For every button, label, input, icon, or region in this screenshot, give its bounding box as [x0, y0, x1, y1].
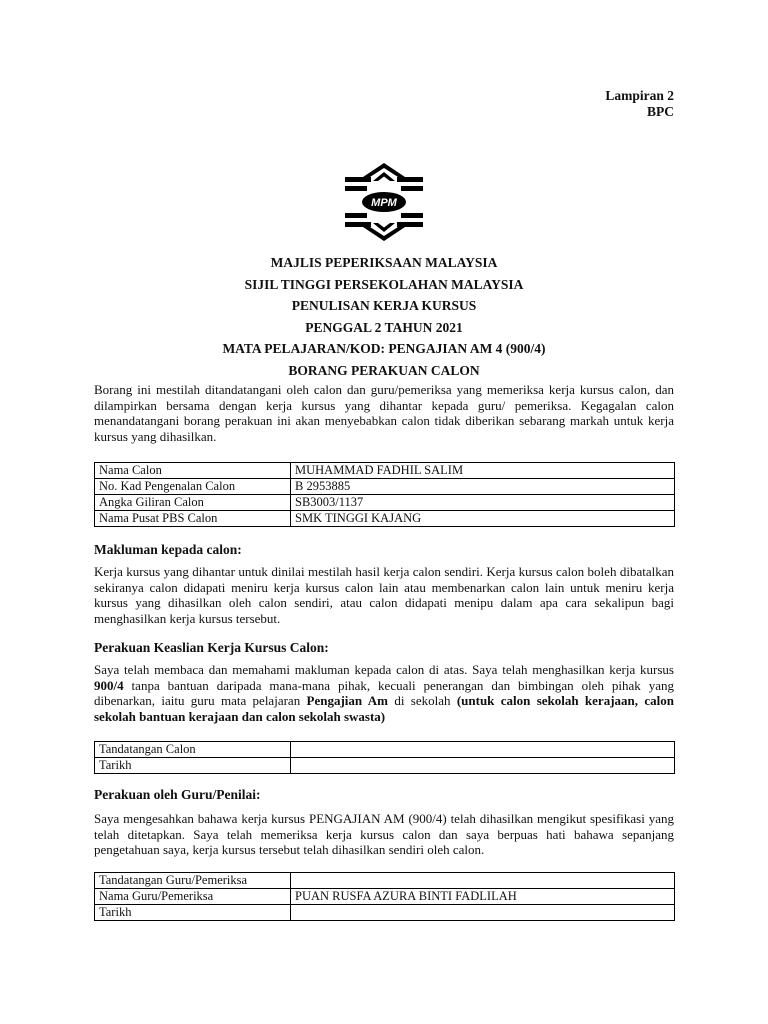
mpm-logo — [343, 163, 425, 241]
cell-label: Tandatangan Guru/Pemeriksa — [95, 873, 291, 889]
table-row — [95, 758, 675, 774]
title-line: PENGGAL 2 TAHUN 2021 — [305, 319, 463, 335]
cell-label: Angka Giliran Calon — [95, 495, 291, 511]
table-row — [95, 495, 675, 511]
title-line: SIJIL TINGGI PERSEKOLAHAN MALAYSIA — [244, 276, 524, 292]
title-line: MATA PELAJARAN/KOD: PENGAJIAN AM 4 (900/4) — [222, 341, 546, 356]
signature-field[interactable] — [291, 873, 675, 889]
makluman-heading: Makluman kepada calon: — [94, 542, 242, 557]
cell-value[interactable]: SMK TINGGI KAJANG — [291, 511, 675, 527]
candidate-info-table — [94, 462, 675, 527]
table-row — [95, 511, 675, 527]
cell-value[interactable]: MUHAMMAD FADHIL SALIM — [291, 463, 675, 479]
document-titles — [0, 252, 768, 381]
title-line: PENULISAN KERJA KURSUS — [291, 298, 477, 313]
teacher-signature-table — [94, 872, 675, 921]
table-row — [95, 889, 675, 905]
table-row — [95, 905, 675, 921]
cell-label: Tandatangan Calon — [95, 742, 291, 758]
table-row — [95, 742, 675, 758]
candidate-signature-table — [94, 741, 675, 774]
cell-value[interactable]: B 2953885 — [291, 479, 675, 495]
table-row — [95, 873, 675, 889]
cell-label: Nama Pusat PBS Calon — [95, 511, 291, 527]
cell-label: Tarikh — [95, 905, 291, 921]
perakuan-calon-paragraph: Saya telah membaca dan memahami makluman kepada calon di atas. Saya telah menghasilkan kerja kursus 900/4 tanpa bantuan daripada mana-mana pihak, kecuali penerangan dan bimbingan oleh pihak yang dibenarkan, iaitu guru mata pelajaran Pengajian Am di sekolah (untuk calon sekolah kerajaan, calon sekolah bantuan kerajaan dan calon sekolah swasta) — [94, 662, 674, 724]
cell-label: Tarikh — [95, 758, 291, 774]
makluman-paragraph: Kerja kursus yang dihantar untuk dinilai mestilah hasil kerja calon sendiri. Kerja kursus calon boleh dibatalkan sekiranya calon didapati meniru kerja kursus calon lain atau membenarkan calon lain untuk meniru kerja kursus yang dihasilkan oleh calon sendiri, atau calon didapati menipu dalam apa cara sekalipun bagi menghasilkan kerja kursus tersebut. — [94, 564, 674, 626]
bpc-code: BPC — [647, 104, 674, 119]
date-field[interactable] — [291, 905, 675, 921]
table-row — [95, 463, 675, 479]
perakuan-calon-heading: Perakuan Keaslian Kerja Kursus Calon: — [94, 640, 329, 655]
cell-label: Nama Guru/Pemeriksa — [95, 889, 291, 905]
title-line: BORANG PERAKUAN CALON — [288, 362, 480, 378]
appendix-label — [605, 88, 674, 120]
cell-label: No. Kad Pengenalan Calon — [95, 479, 291, 495]
title-line: MAJLIS PEPERIKSAAN MALAYSIA — [270, 255, 498, 270]
intro-paragraph: Borang ini mestilah ditandatangani oleh calon dan guru/pemeriksa yang memeriksa kerja kursus calon, dan dilampirkan bersama dengan kerja kursus yang dihantar kepada guru/ pemeriksa. Kegagalan calon menandatangani borang perakuan ini akan menyebabkan calon tidak diberikan sebarang markah untuk kerja kursus yang dihasilkan. — [94, 382, 674, 444]
teacher-name-field[interactable]: PUAN RUSFA AZURA BINTI FADLILAH — [291, 889, 675, 905]
lampiran-text: Lampiran 2 — [605, 88, 674, 103]
cell-value[interactable]: SB3003/1137 — [291, 495, 675, 511]
date-field[interactable] — [291, 758, 675, 774]
perakuan-guru-paragraph: Saya mengesahkan bahawa kerja kursus PENGAJIAN AM (900/4) telah dihasilkan mengikut spesifikasi yang telah ditetapkan. Saya telah memeriksa kerja kursus calon dan saya berpuas hati bahawa sepanjang pengetahuan saya, kerja kursus tersebut telah dihasilkan sendiri oleh calon. — [94, 811, 674, 858]
logo-text: MPM — [371, 197, 397, 209]
cell-label: Nama Calon — [95, 463, 291, 479]
perakuan-guru-heading: Perakuan oleh Guru/Penilai: — [94, 787, 261, 802]
table-row — [95, 479, 675, 495]
signature-field[interactable] — [291, 742, 675, 758]
